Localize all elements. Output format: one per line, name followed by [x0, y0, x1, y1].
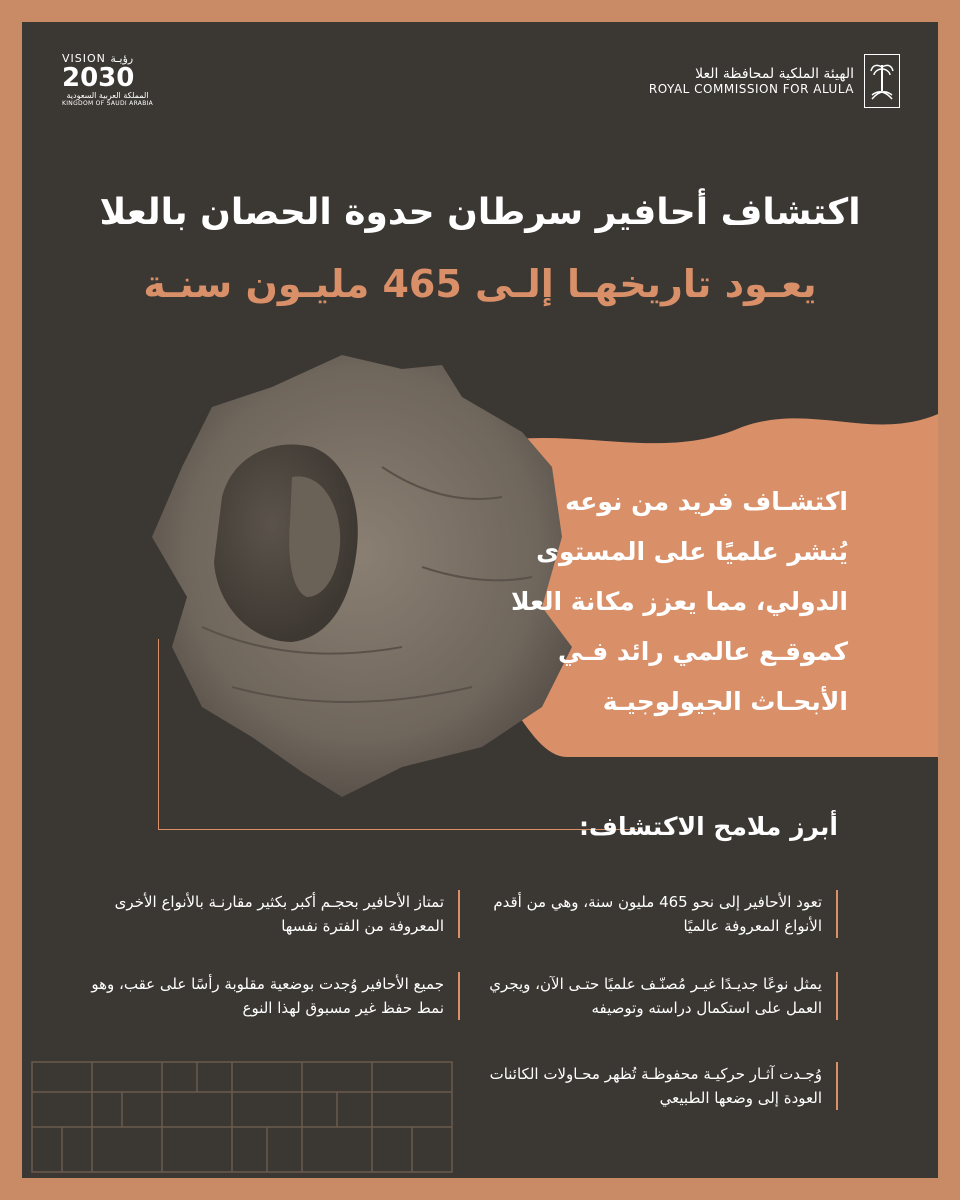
vision-2030-logo: [62, 52, 153, 107]
royal-commission-logo: [649, 54, 900, 108]
feature-item: تمتاز الأحافير بحجـم أكبر بكثير مقارنـة بالأنواع الأخرى المعروفة من الفترة نفسها: [84, 890, 460, 938]
geometric-pattern: [22, 1052, 462, 1178]
callout-line: اكتشـاف فريد من نوعه: [565, 487, 848, 516]
callout-line: يُنشر علميًا على المستوى: [536, 537, 848, 566]
palm-swords-emblem-icon: [864, 54, 900, 108]
infographic-panel: [22, 22, 938, 1178]
headline-line-2: يعـود تاريخهـا إلـى 465 مليـون سنـة: [143, 262, 817, 306]
rc-arabic-name: الهيئة الملكية لمحافظة العلا: [695, 66, 854, 82]
vision-number: 2030: [62, 63, 135, 93]
feature-item: يمثل نوعًا جديـدًا غيـر مُصنّـف علميًا حتـى الآن، ويجري العمل على استكمال دراسته وتوصيفه: [462, 972, 838, 1020]
discovery-callout: [428, 477, 848, 727]
vision-arabic-text: المملكة العربية السعودية: [66, 91, 149, 100]
features-heading: أبرز ملامح الاكتشاف:: [578, 812, 838, 841]
vision-label: VISION رؤيـة: [62, 52, 134, 65]
feature-item: جميع الأحافير وُجدت بوضعية مقلوبة رأسًا على عقب، وهو نمط حفظ غير مسبوق لهذا النوع: [84, 972, 460, 1020]
callout-line: كموقـع عالمي رائد فـي: [558, 637, 848, 666]
rc-english-name: ROYAL COMMISSION FOR ALULA: [648, 82, 854, 96]
headline-line-1: اكتشاف أحافير سرطان حدوة الحصان بالعلا: [99, 192, 861, 233]
callout-line: الأبحـاث الجيولوجيـة: [602, 687, 848, 716]
callout-line: الدولي، مما يعزز مكانة العلا: [511, 587, 848, 616]
feature-item: تعود الأحافير إلى نحو 465 مليون سنة، وهي من أقدم الأنواع المعروفة عالميًا: [462, 890, 838, 938]
vision-english-text: KINGDOM OF SAUDI ARABIA: [62, 100, 154, 107]
feature-item: وُجـدت آثـار حركيـة محفوظـة تُظهر محـاولات الكائنات العودة إلى وضعها الطبيعي: [462, 1062, 838, 1110]
